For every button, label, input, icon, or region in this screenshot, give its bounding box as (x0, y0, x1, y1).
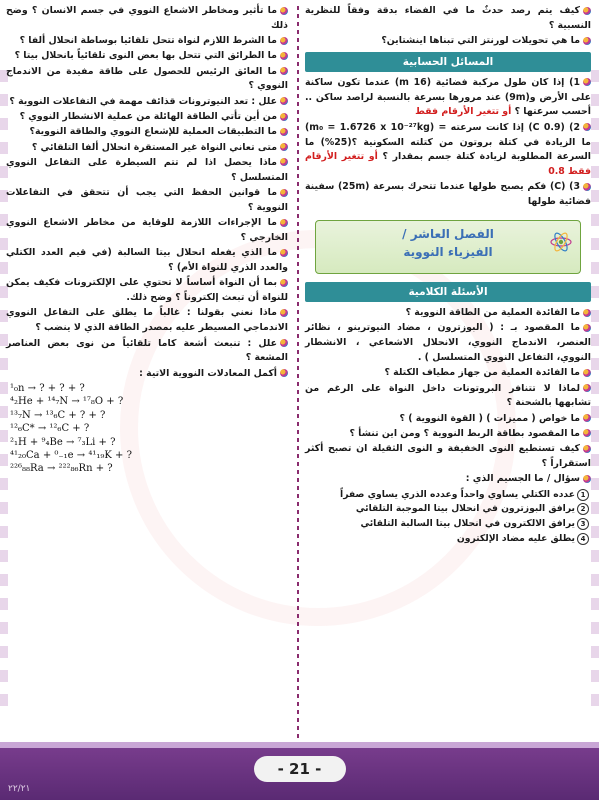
question-item (6, 95, 288, 110)
bullet-icon (583, 429, 591, 437)
bullet-icon (583, 414, 591, 422)
nuclear-equation: ²²⁶₈₈Ra → ²²²₈₆Rn + ? (10, 463, 113, 475)
nuclear-equation: ¹₀n → ? + ? + ? (10, 382, 85, 394)
question-text: متى تعاني النواة غير المستقرة انحلال ألفا التلقائي ؟ (31, 141, 277, 153)
question-text: ماذا نعني بقولنا : غالباً ما يطلق على التفاعل النووي الاندماجي المسيطر عليه بمصدر الطاقة الذي لا ينضب ؟ (6, 307, 288, 334)
bullet-icon (280, 37, 288, 45)
bullet-icon (280, 97, 288, 105)
calc-problem: 1) إذا كان طول مركبة فضائية (16 m) عندما تكون ساكنة على الأرض و(9m) عند مرورها بسرعة بالنسبة لراصد ساكن .. أحسب سرعتها ؟ أو تتغير الأرقام فقط (305, 76, 592, 118)
question-item (6, 141, 288, 156)
bullet-icon (583, 324, 591, 332)
question-item (6, 49, 288, 64)
question-text: ما الطرائق التي تتحل بها بعض النوى تلقائياً بانحلال بيتا ؟ (14, 50, 277, 62)
question-text: ما قوانين الحفظ التي يجب أن تتحقق في التفاعلات النووية ؟ (6, 187, 288, 213)
bullet-icon (583, 369, 591, 377)
question-item (305, 442, 591, 472)
page-footer (0, 742, 599, 800)
atom-icon (550, 231, 572, 253)
column-divider (297, 6, 299, 738)
problem-text: إذا كان طول مركبة فضائية (16 m) عندما تكون ساكنة على الأرض و(9m) عند مرورها بسرعة بالنسبة لراصد ساكن .. أحسب سرعتها ؟ (305, 76, 592, 118)
question-item (6, 125, 288, 140)
question-text: ما خواص ( مميزات ) ( القوة النووية ) ؟ (399, 412, 580, 424)
question-text: سؤال / ما الجسيم الذي : (465, 473, 580, 485)
question-item (6, 216, 288, 246)
bullet-icon (280, 158, 288, 166)
question-text: بما أن النواة أساساً لا تحتوي على الإلكترونات فكيف يمكن للنواة أن تبعث إلكتروناً ؟ وضح ذلك. (6, 277, 288, 304)
question-text: ما العائق الرئيس للحصول على طاقة مفيدة من الاندماج النووي ؟ (6, 65, 288, 92)
option-number: 1 (577, 489, 589, 501)
particle-option (305, 517, 591, 532)
bullet-icon (583, 183, 591, 191)
calc-problem: 3) (C) فكم يصبح طولها عندما تتحرك بسرعة (25m) سفينة فضائية طولها (305, 181, 591, 208)
question-text: كيف يتم رصد حدثٌ ما في الفضاء بدقة وفقاً للنظرية النسبية ؟ (305, 5, 591, 31)
question-item (305, 4, 591, 34)
bullet-icon (583, 309, 591, 317)
option-text: يرافق الالكترون في انحلال بيتا السالبة التلقائي (360, 518, 575, 530)
question-text: ما تأثير ومخاطر الاشعاع النووي في جسم الانسان ؟ وضح ذلك (6, 5, 288, 31)
question-item (305, 412, 591, 427)
question-item (305, 34, 591, 49)
question-item (305, 472, 591, 487)
bullet-icon (280, 113, 288, 121)
calc-problems-banner: المسائل الحسابية (305, 52, 591, 72)
left-question-list (6, 4, 288, 381)
question-item (305, 366, 591, 381)
question-text: ما هي تحويلات لورنتز التي تبناها اينشتاين؟ (381, 35, 580, 47)
particle-options-list (305, 488, 591, 547)
bullet-icon (280, 369, 288, 377)
nuclear-equation: ²₁H + ⁹₄Be → ⁷₃Li + ? (10, 436, 116, 448)
problem-text: (C 0.9) إذا كانت سرعته = (m₀ = 1.6726 x 10⁻²⁷kg) ما الزيادة في كتلة بروتون من كتلته السكونية ؟(25%) ما السرعة المطلوبة لزيادة كتلة جسم بمقدار ؟ (305, 121, 591, 163)
option-number: 4 (577, 533, 589, 545)
problem-note: أو تتغير الأرقام فقط 0.8 (305, 151, 591, 178)
bullet-icon (280, 7, 288, 15)
question-text: علل : تعد النيوترونات قذائف مهمة في التفاعلات النووية ؟ (9, 95, 277, 107)
question-item (6, 306, 288, 336)
chapter-header (315, 220, 581, 274)
footer-code: ٢٢/٢١ (8, 784, 31, 794)
bullet-icon (280, 67, 288, 75)
particle-option (305, 488, 591, 503)
problem-text: (C) فكم يصبح طولها عندما تتحرك بسرعة (25m) سفينة فضائية طولها (305, 181, 591, 208)
question-text: ما الإجراءات اللازمة للوقاية من مخاطر الاشعاع النووي الخارجي ؟ (6, 217, 288, 243)
question-item (6, 276, 288, 306)
question-text: ما الفائدة العملية من الطاقة النووية ؟ (405, 307, 580, 319)
question-text: كيف تستطيع النوى الخفيفة و النوى الثقيلة ان تصبح أكثر استقراراً ؟ (305, 443, 591, 470)
particle-option (305, 532, 591, 547)
nuclear-equation: ⁴₂He + ¹⁴₇N → ¹⁷₈O + ? (10, 396, 124, 408)
bullet-icon (280, 339, 288, 347)
option-text: يرافق البوزترون في انحلال بيتا الموجبة التلقائي (355, 503, 575, 515)
bullet-icon (280, 309, 288, 317)
bullet-icon (280, 128, 288, 136)
question-item (305, 321, 591, 365)
bullet-icon (280, 249, 288, 257)
question-text: ما الفائدة العملية من جهاز مطياف الكتلة ؟ (384, 367, 580, 379)
question-text: ماذا يحصل اذا لم تتم السيطرة على التفاعل النووي المتسلسل ؟ (6, 156, 288, 183)
bullet-icon (583, 78, 591, 86)
bullet-icon (583, 445, 591, 453)
question-text: من أين تأتي الطاقة الهائلة من عملية الانشطار النووي ؟ (19, 111, 277, 123)
problem-number: 2 (573, 121, 580, 133)
question-item (305, 306, 591, 321)
question-item (6, 367, 288, 382)
option-text: يطلق عليه مضاد الإلكترون (456, 533, 575, 545)
bullet-icon (280, 219, 288, 227)
question-text: أكمل المعادلات النووية الاتية : (139, 367, 277, 379)
option-number: 2 (577, 503, 589, 515)
nuclear-equation: ⁴¹₂₀Ca + ⁰₋₁e → ⁴¹₁₉K + ? (10, 449, 132, 461)
question-item (6, 246, 288, 276)
question-item (6, 337, 288, 367)
bullet-icon (583, 475, 591, 483)
bullet-icon (280, 279, 288, 287)
chapter-title: الفصل العاشر / (402, 227, 494, 242)
question-text: ما التطبيقات العملية للإشعاع النووي والطاقة النووية؟ (29, 126, 277, 138)
question-item (6, 4, 288, 34)
option-number: 3 (577, 518, 589, 530)
bullet-icon (583, 37, 591, 45)
question-text: ما المقصود بـ : ( البوزترون ، مضاد النيوترينو ، نظائر العنصر، الاندماج النووي، الانحلال الاشعاعي ، الانشطار النووي، التفاعل النووي المتسلسل ) . (305, 322, 591, 363)
question-text: علل : تنبعث أشعة كاما تلقائياً من نوى بعض العناصر المشعة ؟ (6, 337, 288, 364)
problem-number: 1 (573, 76, 580, 88)
footer-accent-bar (0, 742, 599, 748)
nuclear-equation: ¹²₆C* → ¹²₆C + ? (10, 423, 90, 435)
chapter-subtitle: الفيزياء النووية (403, 245, 493, 260)
bullet-icon (583, 123, 591, 131)
left-column (6, 4, 288, 742)
question-text: ما الذي يفعله انحلال بيتا السالبة (في قيم العدد الكتلي والعدد الذري للنواة الأم) ؟ (6, 247, 288, 274)
calc-problem: 2) (C 0.9) إذا كانت سرعته = (m₀ = 1.6726 x 10⁻²⁷kg) ما الزيادة في كتلة بروتون من كتلته السكونية ؟(25%) ما السرعة المطلوبة لزيادة كتلة جسم بمقدار ؟ أو تتغير الأرقام فقط 0.8 (305, 121, 591, 178)
particle-option (305, 502, 591, 517)
question-item (6, 156, 288, 186)
question-item (6, 34, 288, 49)
problem-number: 3 (573, 181, 580, 193)
bullet-icon (280, 189, 288, 197)
option-text: عدده الكتلي يساوي واحداً وعدده الذري يساوي صفراً (340, 488, 575, 500)
question-item (6, 186, 288, 216)
bullet-icon (583, 7, 591, 15)
bullet-icon (280, 52, 288, 60)
essay-question-list (305, 306, 591, 487)
right-decorative-strip (591, 70, 599, 710)
bullet-icon (583, 384, 591, 392)
nuclear-equations (6, 382, 288, 476)
question-item (6, 110, 288, 125)
problem-note: أو تتغير الأرقام فقط (415, 106, 512, 118)
question-text: لماذا لا تتنافر البروتونات داخل النواة على الرغم من تشابهها بالشحنة ؟ (305, 382, 591, 409)
bullet-icon (280, 143, 288, 151)
question-item (305, 427, 591, 442)
right-column (305, 4, 591, 742)
nuclear-equation: ¹³₇N → ¹³₆C + ? + ? (10, 409, 106, 421)
essay-questions-banner: الأسئلة الكلامية (305, 282, 591, 302)
page-number: - 21 - (254, 756, 346, 782)
question-text: ما الشرط اللازم لنواة تتحل تلقائيا بوساطة انحلال ألفا ؟ (19, 35, 277, 47)
question-item (305, 382, 591, 412)
question-text: ما المقصود بطاقة الربط النووية ؟ ومن اين تنشأ ؟ (349, 427, 580, 439)
question-item (6, 65, 288, 95)
